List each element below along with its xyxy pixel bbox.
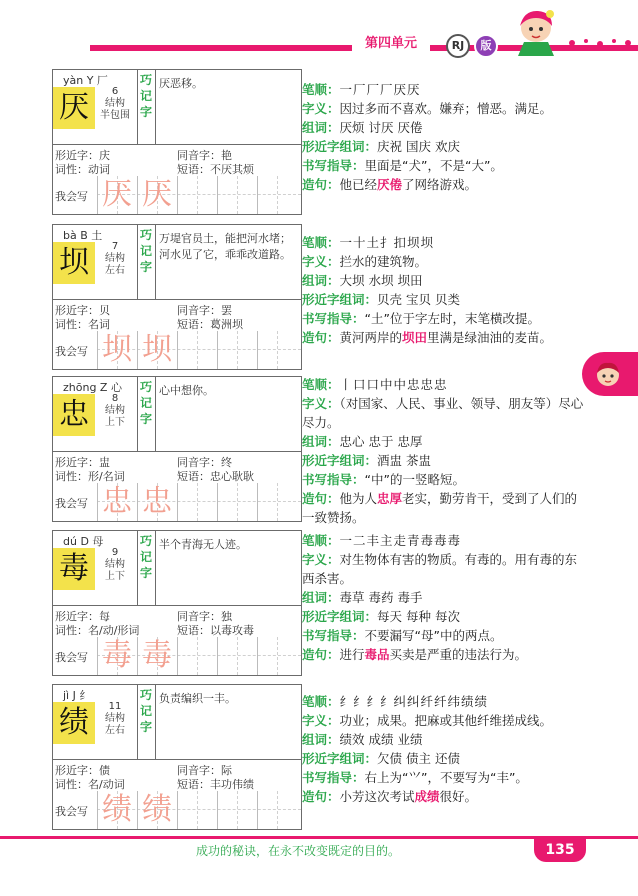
homophone: 同音字：艳	[177, 149, 232, 162]
similar-char: 形近字：债	[55, 764, 110, 777]
structure-label: 结构	[105, 713, 125, 724]
similar-char: 形近字：庆	[55, 149, 110, 162]
trace-character: 毒	[102, 638, 132, 673]
words-label: 组词：	[302, 732, 340, 747]
main-character: 厌	[53, 87, 95, 129]
similar-words-label: 形近字组词：	[302, 139, 378, 154]
homophone: 同音字：终	[177, 456, 232, 469]
similar-words-label: 形近字组词：	[302, 453, 378, 468]
sentence-highlight: 厌倦	[377, 177, 403, 192]
stroke-order: 纟纟纟纟纠纠纤纤纬绩绩	[339, 694, 489, 709]
similar-words: 酒盅 茶盅	[377, 453, 431, 468]
card-top	[53, 685, 301, 760]
structure-type: 左右	[105, 265, 125, 276]
write-practice-label: 我会写	[55, 190, 88, 203]
char-card-ba	[52, 224, 302, 370]
char-card-yan	[52, 69, 302, 215]
similar-words: 每天 每种 每次	[377, 609, 460, 624]
words-label: 组词：	[302, 273, 340, 288]
word-class: 词性：形/名词	[55, 470, 125, 483]
meaning: 功业；成果。把麻或其他纤维搓成线。	[339, 713, 553, 728]
divider	[155, 225, 156, 299]
similar-char: 形近字：盅	[55, 456, 110, 469]
meaning: 对生物体有害的物质。有毒的。用有毒的东西杀害。	[302, 552, 578, 586]
sentence-pre: 黄河两岸的	[339, 330, 403, 345]
writing-tip: 里面是“犬”，不是“大”。	[364, 158, 503, 173]
writing-tip: “中”的一竖略短。	[364, 472, 465, 487]
mascot-girl-icon	[506, 6, 562, 56]
words-label: 组词：	[302, 590, 340, 605]
structure-label: 结构	[105, 559, 125, 570]
rj-badge: RJ	[446, 34, 470, 58]
structure-type: 半包围	[100, 110, 130, 121]
words: 忠心 忠于 忠厚	[339, 434, 423, 449]
writing-tip-label: 书写指导：	[302, 158, 365, 173]
mnemonic-text: 负责编织一丰。	[159, 692, 236, 705]
explain-block-yan	[302, 80, 586, 194]
divider	[155, 70, 156, 144]
stroke-order: 丨口口中中忠忠忠	[339, 377, 448, 392]
stroke-order: 一厂厂厂厌厌	[339, 82, 421, 97]
unit-title: 第四单元	[352, 34, 430, 54]
trace-character: 厌	[102, 177, 132, 212]
writing-tip: 右上为“⺍”，不要写为“丰”。	[364, 770, 528, 785]
sentence-post: 老实，勤劳肯干，受到了人们的一致赞扬。	[302, 491, 578, 525]
main-character: 忠	[53, 394, 95, 436]
sentence-pre: 小芳这次考试	[339, 789, 415, 804]
meaning: 拦水的建筑物。	[339, 254, 428, 269]
explain-block-zhong	[302, 375, 586, 527]
main-character: 绩	[53, 702, 95, 744]
stroke-order-label: 笔顺：	[302, 694, 340, 709]
words: 绩效 成绩 业绩	[339, 732, 423, 747]
char-meta	[97, 393, 133, 429]
sentence-highlight: 忠厚	[377, 491, 403, 506]
similar-words-label: 形近字组词：	[302, 609, 378, 624]
char-meta	[97, 701, 133, 737]
pinyin-radical: jì J 纟	[63, 689, 91, 702]
meaning-label: 字义：	[302, 254, 340, 269]
stroke-order-label: 笔顺：	[302, 82, 340, 97]
sentence-post: 很好。	[439, 789, 478, 804]
card-top	[53, 70, 301, 145]
trace-character: 绩	[102, 792, 132, 827]
stroke-count: 8	[111, 393, 119, 404]
similar-char: 形近字：贝	[55, 304, 110, 317]
explain-block-ji	[302, 692, 586, 806]
writing-tip-label: 书写指导：	[302, 770, 365, 785]
pinyin-radical: yàn Y 厂	[63, 74, 108, 87]
stroke-order-label: 笔顺：	[302, 377, 340, 392]
homophone: 同音字：独	[177, 610, 232, 623]
trace-character: 忠	[102, 484, 132, 519]
word-class: 词性：动词	[55, 163, 110, 176]
mnemonic-text: 心中想你。	[159, 384, 214, 397]
meaning: 因过多而不喜欢。嫌弃；憎恶。满足。	[339, 101, 553, 116]
sentence-label: 造句：	[302, 330, 340, 345]
stroke-order-label: 笔顺：	[302, 533, 340, 548]
phrase: 短语：不厌其烦	[177, 163, 254, 176]
stroke-order: 一二丰主走青毒毒毒	[339, 533, 462, 548]
main-character: 坝	[53, 242, 95, 284]
trace-character: 毒	[142, 638, 172, 673]
write-practice-label: 我会写	[55, 805, 88, 818]
char-meta	[97, 547, 133, 583]
structure-type: 上下	[105, 571, 125, 582]
pinyin-radical: zhōng Z 心	[63, 381, 122, 394]
phrase: 短语：丰功伟绩	[177, 778, 254, 791]
mnemonic-text: 半个青海无人迹。	[159, 538, 247, 551]
word-class: 词性：名词	[55, 318, 110, 331]
trace-character: 坝	[102, 332, 132, 367]
stroke-order: 一十土扌扣坝坝	[339, 235, 435, 250]
explain-block-ba	[302, 233, 586, 347]
char-meta	[97, 241, 133, 277]
stroke-order-label: 笔顺：	[302, 235, 340, 250]
stroke-count: 11	[108, 701, 122, 712]
homophone: 同音字：罢	[177, 304, 232, 317]
sentence-highlight: 坝田	[402, 330, 428, 345]
writing-tip-label: 书写指导：	[302, 472, 365, 487]
mnemonic-label: 巧记字	[139, 380, 152, 426]
trace-character: 绩	[142, 792, 172, 827]
divider	[137, 70, 138, 144]
structure-label: 结构	[105, 253, 125, 264]
pinyin-radical: dú D 母	[63, 535, 104, 548]
words: 厌烦 讨厌 厌倦	[339, 120, 423, 135]
edition-badge: 版	[474, 34, 498, 58]
divider	[155, 531, 156, 605]
char-card-zhong	[52, 376, 302, 522]
write-practice-label: 我会写	[55, 497, 88, 510]
card-top	[53, 225, 301, 300]
pinyin-radical: bà B 土	[63, 229, 103, 242]
divider	[155, 377, 156, 451]
writing-tip-label: 书写指导：	[302, 628, 365, 643]
divider	[155, 685, 156, 759]
stroke-count: 9	[111, 547, 119, 558]
page-number: 135	[534, 838, 586, 862]
sentence-post: 里满是绿油油的麦苗。	[427, 330, 553, 345]
similar-words: 贝壳 宝贝 贝类	[377, 292, 460, 307]
sentence-highlight: 成绩	[414, 789, 440, 804]
sentence-post: 了网络游戏。	[402, 177, 478, 192]
structure-label: 结构	[105, 98, 125, 109]
structure-type: 上下	[105, 417, 125, 428]
divider	[137, 531, 138, 605]
char-card-du	[52, 530, 302, 676]
mnemonic-label: 巧记字	[139, 534, 152, 580]
char-meta	[97, 86, 133, 122]
meaning: （对国家、人民、事业、领导、朋友等）尽心尽力。	[302, 396, 584, 430]
write-practice-label: 我会写	[55, 345, 88, 358]
mnemonic-label: 巧记字	[139, 73, 152, 119]
stroke-count: 7	[111, 241, 119, 252]
trace-character: 坝	[142, 332, 172, 367]
meaning-label: 字义：	[302, 552, 340, 567]
sentence-label: 造句：	[302, 789, 340, 804]
card-top	[53, 531, 301, 606]
sentence-pre: 他为人	[339, 491, 378, 506]
meaning-label: 字义：	[302, 396, 340, 411]
similar-words-label: 形近字组词：	[302, 292, 378, 307]
writing-tip: “土”位于字左时，末笔横改提。	[364, 311, 540, 326]
stroke-count: 6	[111, 86, 119, 97]
similar-words-label: 形近字组词：	[302, 751, 378, 766]
similar-words: 庆祝 国庆 欢庆	[377, 139, 460, 154]
main-character: 毒	[53, 548, 95, 590]
sentence-post: 买卖是严重的违法行为。	[389, 647, 528, 662]
writing-tip: 不要漏写“母”中的两点。	[364, 628, 503, 643]
word-class: 词性：名/动/形词	[55, 624, 140, 637]
words-label: 组词：	[302, 120, 340, 135]
phrase: 短语：葛洲坝	[177, 318, 243, 331]
meaning-label: 字义：	[302, 101, 340, 116]
mnemonic-text: 厌恶移。	[159, 77, 203, 90]
sentence-label: 造句：	[302, 647, 340, 662]
sentence-label: 造句：	[302, 177, 340, 192]
structure-type: 左右	[105, 725, 125, 736]
write-practice-label: 我会写	[55, 651, 88, 664]
trace-character: 忠	[142, 484, 172, 519]
trace-character: 厌	[142, 177, 172, 212]
char-card-ji	[52, 684, 302, 830]
sentence-pre: 进行	[339, 647, 365, 662]
card-top	[53, 377, 301, 452]
footer-motto: 成功的秘诀，在永不改变既定的目的。	[196, 844, 401, 858]
phrase: 短语：以毒攻毒	[177, 624, 254, 637]
writing-tip-label: 书写指导：	[302, 311, 365, 326]
words-label: 组词：	[302, 434, 340, 449]
meaning-label: 字义：	[302, 713, 340, 728]
divider	[137, 225, 138, 299]
sentence-label: 造句：	[302, 491, 340, 506]
mnemonic-label: 巧记字	[139, 688, 152, 734]
structure-label: 结构	[105, 405, 125, 416]
similar-words: 欠债 债主 还债	[377, 751, 460, 766]
mascot-face-icon	[594, 360, 622, 388]
sentence-pre: 他已经	[339, 177, 378, 192]
mnemonic-label: 巧记字	[139, 228, 152, 274]
phrase: 短语：忠心耿耿	[177, 470, 254, 483]
word-class: 词性：名/动词	[55, 778, 125, 791]
words: 大坝 水坝 坝田	[339, 273, 423, 288]
divider	[137, 685, 138, 759]
homophone: 同音字：际	[177, 764, 232, 777]
similar-char: 形近字：每	[55, 610, 110, 623]
divider	[137, 377, 138, 451]
sentence-highlight: 毒品	[364, 647, 390, 662]
mnemonic-text: 万堤官员土，能把河水堵；河水见了它，乖乖改道路。	[159, 232, 291, 261]
header-decoration-icon	[566, 36, 636, 50]
words: 毒草 毒药 毒手	[339, 590, 423, 605]
explain-block-du	[302, 531, 586, 664]
